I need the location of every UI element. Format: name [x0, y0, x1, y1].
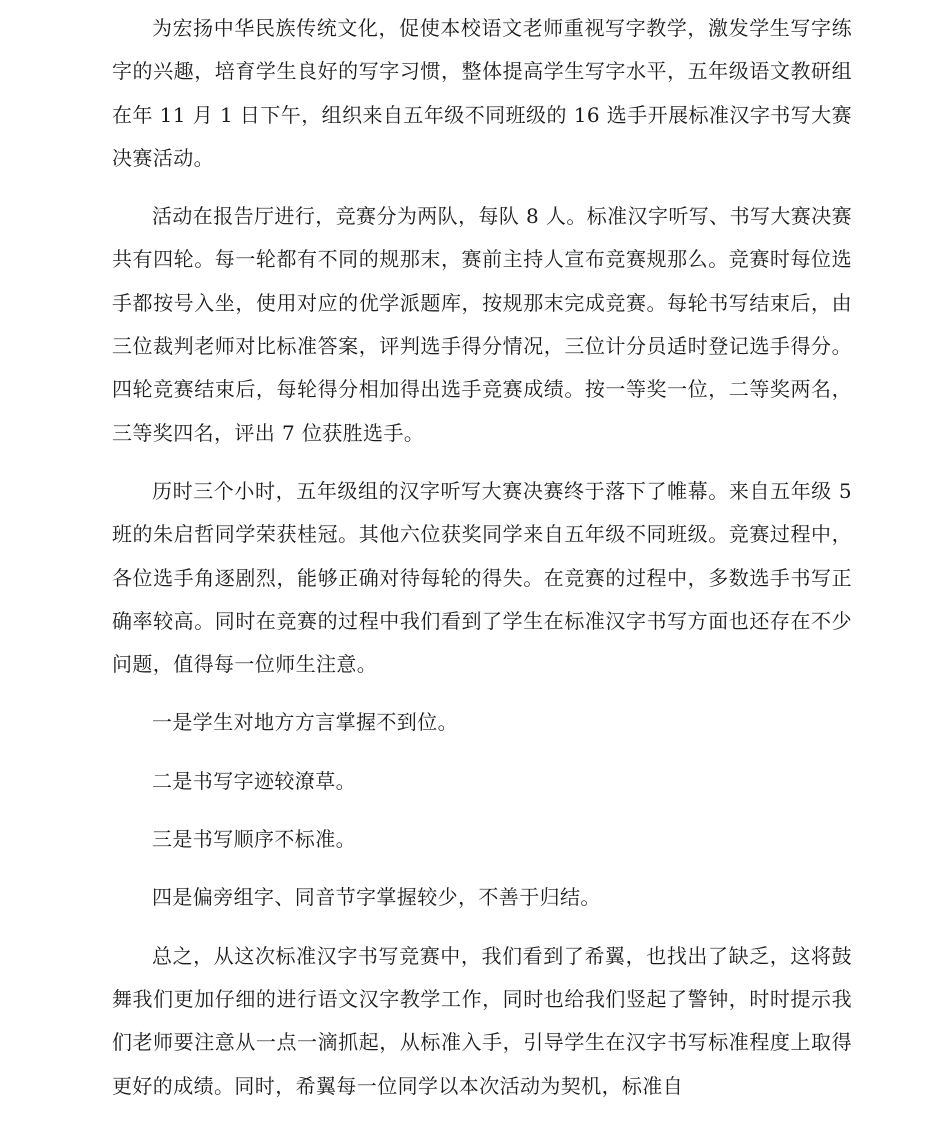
- paragraph-intro: 为宏扬中华民族传统文化，促使本校语文老师重视写字教学，激发学生写字练字的兴趣，培育学生良好的写字习惯，整体提高学生写字水平，五年级语文教研组在年 11 月 1 日下午，组织来自五年级不同班级的 16 选手开展标准汉字书写大赛决赛活动。: [112, 16, 852, 170]
- problem-item-2: 二是书写字迹较潦草。: [152, 768, 356, 793]
- problem-item-4: 四是偏旁组字、同音节字掌握较少，不善于归结。: [152, 885, 601, 910]
- problem-item-1: 一是学生对地方方言掌握不到位。: [152, 710, 458, 735]
- paragraph-conclusion: 总之，从这次标准汉字书写竞赛中，我们看到了希翼，也找出了缺乏，这将鼓舞我们更加仔细的进行语文汉字教学工作，同时也给我们竖起了警钟，时时提示我们老师要注意从一点一滴抓起，从标准入手，引导学生在汉字书写标准程度上取得更好的成绩。同时，希翼每一位同学以本次活动为契机，标准自: [112, 943, 852, 1098]
- problem-item-3: 三是书写顺序不标准。: [152, 827, 356, 852]
- paragraph-rules: 活动在报告厅进行，竞赛分为两队，每队 8 人。标准汉字听写、书写大赛决赛共有四轮。每一轮都有不同的规那末，赛前主持人宣布竞赛规那么。竞赛时每位选手都按号入坐，使用对应的优学派题库，按规那末完成竞赛。每轮书写结束后，由三位裁判老师对比标准答案，评判选手得分情况，三位计分员适时登记选手得分。四轮竞赛结束后，每轮得分相加得出选手竞赛成绩。按一等奖一位，二等奖两名，三等奖四名，评出 7 位获胜选手。: [112, 204, 852, 445]
- document-page: [112, 7, 852, 1108]
- paragraph-results: 历时三个小时，五年级组的汉字听写大赛决赛终于落下了帷幕。来自五年级 5 班的朱启哲同学荣获桂冠。其他六位获奖同学来自五年级不同班级。竞赛过程中，各位选手角逐剧烈，能够正确对待每轮的得失。在竞赛的过程中，多数选手书写正确率较高。同时在竞赛的过程中我们看到了学生在标准汉字书写方面也还存在不少问题，值得每一位师生注意。: [112, 478, 852, 677]
